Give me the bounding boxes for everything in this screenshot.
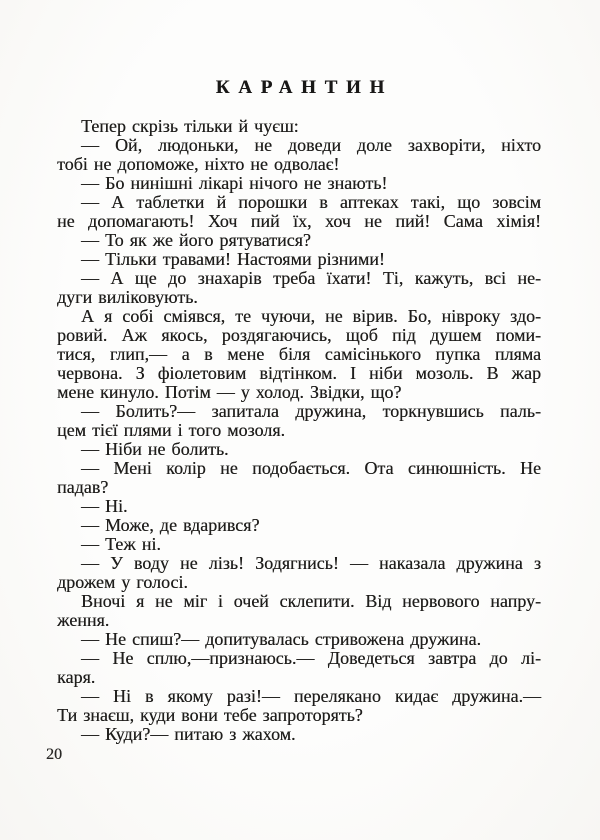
text-line: А я собі сміявся, те чуючи, не вірив. Бо, нівроку здо- [81, 306, 541, 326]
text-line: Ти знаєш, куди вони тебе запроторять? [57, 705, 363, 725]
text-line: — Тільки травами! Настоями різними! [81, 249, 385, 269]
text-line: — Болить?— запитала дружина, торкнувшись паль- [81, 401, 541, 421]
text-line: — Куди?— питаю з жахом. [81, 724, 296, 744]
text-line: падав? [57, 477, 109, 497]
text-line: тобі не допоможе, ніхто не одволає! [57, 154, 340, 174]
text-line: — Бо нинішні лікарі нічого не знають! [81, 173, 388, 193]
page-number: 20 [46, 746, 62, 763]
text-line: не допомагають! Хоч пий їх, хоч не пий! Сама хімія! [57, 211, 541, 231]
text-line: — А ще до знахарів треба їхати! Ті, кажуть, всі не- [81, 268, 541, 288]
text-line: Вночі я не міг і очей склепити. Від нервового напру- [81, 591, 541, 611]
text-line: тися, глип,— а в мене біля самісінького пупка пляма [57, 344, 541, 364]
text-line: каря. [57, 667, 96, 687]
text-line: цем тієї плями і того мозоля. [57, 420, 286, 440]
text-line: дуги виліковують. [57, 287, 198, 307]
text-line: — То як же його рятуватися? [81, 230, 311, 250]
text-line: — Не спиш?— допитувалась стривожена дружина. [81, 629, 482, 649]
text-line: — А таблетки й порошки в аптеках такі, що зовсім [81, 192, 541, 212]
text-line: ровий. Аж якось, роздягаючись, щоб під душем поми- [57, 325, 541, 345]
text-line: — Ой, людоньки, не доведи доле захворіти, ніхто [81, 135, 541, 155]
text-line: ження. [57, 610, 110, 630]
page-title: КАРАНТИН [215, 77, 394, 98]
text-line: — Ні. [81, 496, 128, 516]
text-line: — Може, де вдарився? [81, 515, 260, 535]
text-line: — Мені колір не подобається. Ота синюшність. Не [81, 458, 541, 478]
text-line: — Не сплю,—признаюсь.— Доведеться завтра до лі- [81, 648, 541, 668]
text-line: Тепер скрізь тільки й чуєш: [81, 116, 299, 136]
text-line: — Ніби не болить. [81, 439, 229, 459]
text-line: мене кинуло. Потім — у холод. Звідки, що? [57, 382, 402, 402]
text-line: дрожем у голосі. [57, 572, 188, 592]
text-lines [57, 117, 541, 744]
text-line: — У воду не лізь! Зодягнись! — наказала дружина з [81, 553, 541, 573]
text-line: — Теж ні. [81, 534, 161, 554]
text-line: — Ні в якому разі!— перелякано кидає дружина.— [81, 686, 541, 706]
text-line: червона. З фіолетовим відтінком. І ніби мозоль. В жар [57, 363, 541, 383]
